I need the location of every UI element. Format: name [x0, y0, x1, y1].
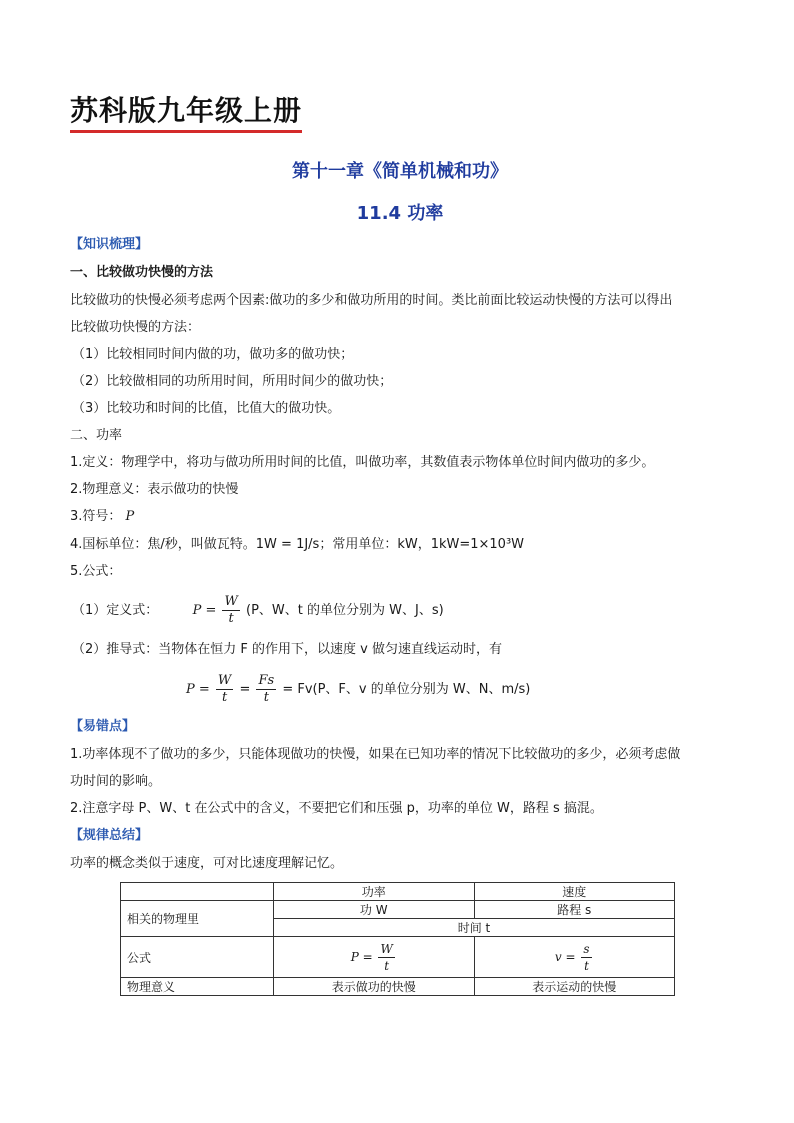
table-row	[121, 901, 675, 919]
power-meaning: 2.物理意义：表示做功的快慢	[70, 482, 239, 497]
table-row	[121, 978, 675, 996]
table-row	[121, 937, 675, 978]
f1-numerator: W	[224, 594, 238, 609]
f2-equals: =	[239, 682, 251, 697]
derived-formula	[186, 673, 530, 707]
symbol-value: P	[125, 509, 135, 524]
f2-numerator-1: W	[217, 673, 232, 688]
table-cell-speed-formula	[474, 937, 675, 978]
table-v-lhs: v =	[554, 949, 576, 964]
table-v-fraction	[581, 941, 591, 974]
f2-numerator-2: Fs	[258, 673, 275, 688]
part2-title: 二、功率	[70, 428, 123, 443]
f1-lhs: P =	[192, 603, 217, 618]
table-cell-distance: 路程 s	[474, 901, 675, 919]
chapter-title: 第十一章《简单机械和功》	[292, 161, 508, 182]
part1-item-2: （2）比较做相同的功所用时间，所用时间少的做功快；	[72, 374, 393, 389]
table-row	[121, 883, 675, 901]
summary-tag: 【规律总结】	[70, 828, 149, 843]
table-cell-speed-meaning: 表示运动的快慢	[474, 978, 675, 996]
table-p-fraction	[378, 941, 394, 974]
section-title: 11.4 功率	[356, 203, 444, 224]
mistake-1-line1: 1.功率体现不了做功的多少，只能体现做功的快慢，如果在已知功率的情况下比较做功的多少，必须考虑做	[70, 747, 681, 762]
f2-fraction-2	[256, 673, 276, 706]
f2-denominator-2: t	[263, 690, 269, 705]
part1-paragraph-line2: 比较做功快慢的方法：	[70, 320, 201, 335]
table-row-label-quantities: 相关的物理里	[121, 901, 274, 937]
table-p-numerator: W	[380, 941, 393, 956]
f1-denominator: t	[228, 611, 234, 626]
table-cell-power-formula	[274, 937, 475, 978]
table-row-label-formula: 公式	[121, 937, 274, 978]
power-symbol-line	[70, 508, 134, 526]
table-v-denominator: t	[584, 958, 589, 973]
part1-item-3: （3）比较功和时间的比值，比值大的做功快。	[72, 401, 341, 416]
knowledge-tag: 【知识梳理】	[70, 237, 149, 252]
table-p-lhs: P =	[350, 949, 373, 964]
definition-formula	[72, 594, 444, 628]
f2-fraction-1	[216, 673, 233, 706]
f2-lhs: P =	[186, 682, 210, 697]
table-cell-work: 功 W	[274, 901, 475, 919]
table-row-label-meaning: 物理意义	[121, 978, 274, 996]
f1-fraction	[222, 594, 239, 627]
f2-denominator-1: t	[221, 690, 228, 705]
f2-rest: = Fv(P、F、v 的单位分别为 W、N、m/s)	[282, 682, 531, 697]
page-title: 苏科版九年级上册	[70, 94, 302, 133]
table-cell-empty	[121, 883, 274, 901]
formula-label: 5.公式：	[70, 564, 122, 579]
f1-label: （1）定义式：	[72, 603, 159, 618]
table-cell-time: 时间 t	[274, 919, 675, 937]
mistake-1-line2: 功时间的影响。	[70, 774, 162, 789]
part1-title: 一、比较做功快慢的方法	[70, 265, 214, 280]
table-p-denominator: t	[384, 958, 390, 973]
part1-item-1: （1）比较相同时间内做的功，做功多的做功快；	[72, 347, 354, 362]
comparison-table	[120, 882, 675, 996]
derived-formula-intro: （2）推导式：当物体在恒力 F 的作用下，以速度 v 做匀速直线运动时，有	[72, 642, 502, 657]
table-cell-power-meaning: 表示做功的快慢	[274, 978, 475, 996]
table-v-numerator: s	[583, 941, 590, 956]
mistake-2: 2.注意字母 P、W、t 在公式中的含义，不要把它们和压强 p，功率的单位 W，路程 s 搞混。	[70, 801, 603, 816]
table-header-power: 功率	[274, 883, 475, 901]
f1-note: (P、W、t 的单位分别为 W、J、s)	[246, 603, 444, 618]
part1-paragraph-line1: 比较做功的快慢必须考虑两个因素:做功的多少和做功所用的时间。类比前面比较运动快慢的方法可以得出	[70, 293, 673, 308]
summary-intro: 功率的概念类似于速度，可对比速度理解记忆。	[70, 856, 344, 871]
table-header-speed: 速度	[474, 883, 675, 901]
symbol-label: 3.符号：	[70, 509, 122, 524]
mistakes-tag: 【易错点】	[70, 719, 136, 734]
power-unit: 4.国标单位：焦/秒，叫做瓦特。1W = 1J/s；常用单位：kW，1kW=1×10³W	[70, 537, 525, 552]
power-definition: 1.定义：物理学中，将功与做功所用时间的比值，叫做功率，其数值表示物体单位时间内做功的多少。	[70, 455, 655, 470]
